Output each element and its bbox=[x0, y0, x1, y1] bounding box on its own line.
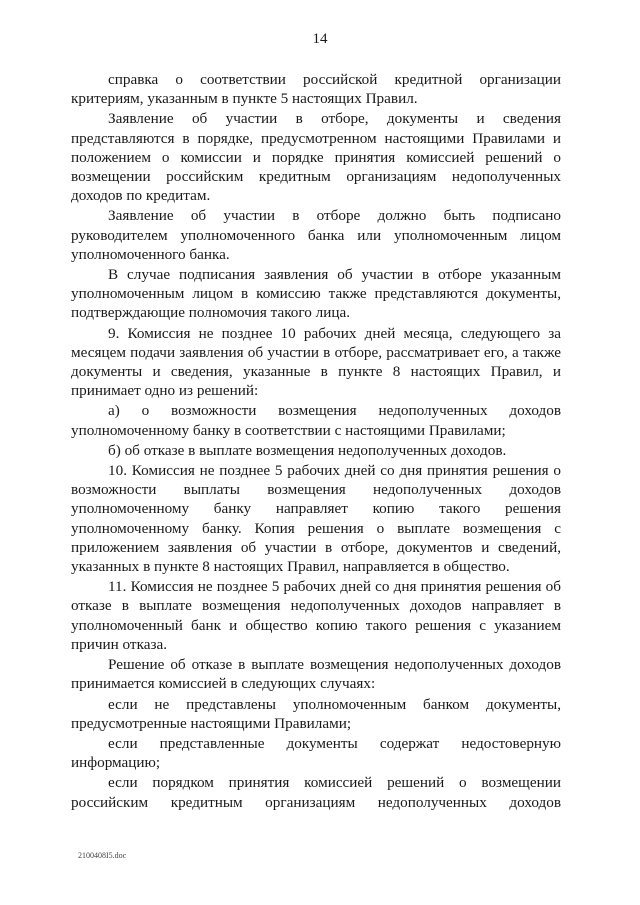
body-text bbox=[71, 70, 561, 813]
paragraph-item-10: 10. Комиссия не позднее 5 рабочих дней со дня принятия решения о возможности выплаты возмещения недополученных доходов уполномоченному банку направляет копию такого решения уполномоченному банку. Копия решения о выплате возмещения с приложением заявления об участии в отборе, документов и сведений, указанных в пункте 8 настоящих Правил, направляется в общество. bbox=[71, 462, 561, 576]
paragraph-item-11: 11. Комиссия не позднее 5 рабочих дней со дня принятия решения об отказе в выплате возмещения недополученных доходов направляет в уполномоченный банк и общество копию такого решения с указанием причин отказа. bbox=[71, 578, 561, 653]
paragraph-application-signature: Заявление об участии в отборе должно быть подписано руководителем уполномоченного банка или уполномоченным лицом уполномоченного банка. bbox=[71, 207, 561, 263]
paragraph-item-9: 9. Комиссия не позднее 10 рабочих дней месяца, следующего за месяцем подачи заявления об участии в отборе, рассматривает его, а также документы и сведения, указанные в пункте 8 настоящих Правил, и принимает одно из решений: bbox=[71, 324, 561, 400]
paragraph-case-procedure: если порядком принятия комиссией решений о возмещении российским кредитным организациям недополученных доходов bbox=[71, 774, 561, 811]
document-file-code: 2100408I5.doc bbox=[78, 851, 127, 860]
page-number: 14 bbox=[312, 31, 328, 47]
paragraph-case-false-information: если представленные документы содержат недостоверную информацию; bbox=[71, 734, 561, 772]
paragraph-item-9a: а) о возможности возмещения недополученных доходов уполномоченному банку в соответствии с настоящими Правилами; bbox=[71, 402, 561, 439]
paragraph-authorized-person: В случае подписания заявления об участии в отборе указанным уполномоченным лицом в комиссию также представляются документы, подтверждающие полномочия такого лица. bbox=[71, 266, 561, 322]
paragraph-refusal-cases: Решение об отказе в выплате возмещения недополученных доходов принимается комиссией в следующих случаях: bbox=[71, 656, 561, 693]
paragraph-continuation: справка о соответствии российской кредитной организации критериям, указанным в пункте 5 настоящих Правил. bbox=[71, 71, 561, 108]
paragraph-application-procedure: Заявление об участии в отборе, документы и сведения представляются в порядке, предусмотренном настоящими Правилами и положением о комиссии и порядке принятия комиссией решений о возмещении российским кредитным организациям недополученных доходов по кредитам. bbox=[71, 110, 561, 205]
paragraph-case-missing-documents: если не представлены уполномоченным банком документы, предусмотренные настоящими Правилами; bbox=[71, 695, 561, 732]
paragraph-item-9b: б) об отказе в выплате возмещения недополученных доходов. bbox=[108, 441, 507, 459]
